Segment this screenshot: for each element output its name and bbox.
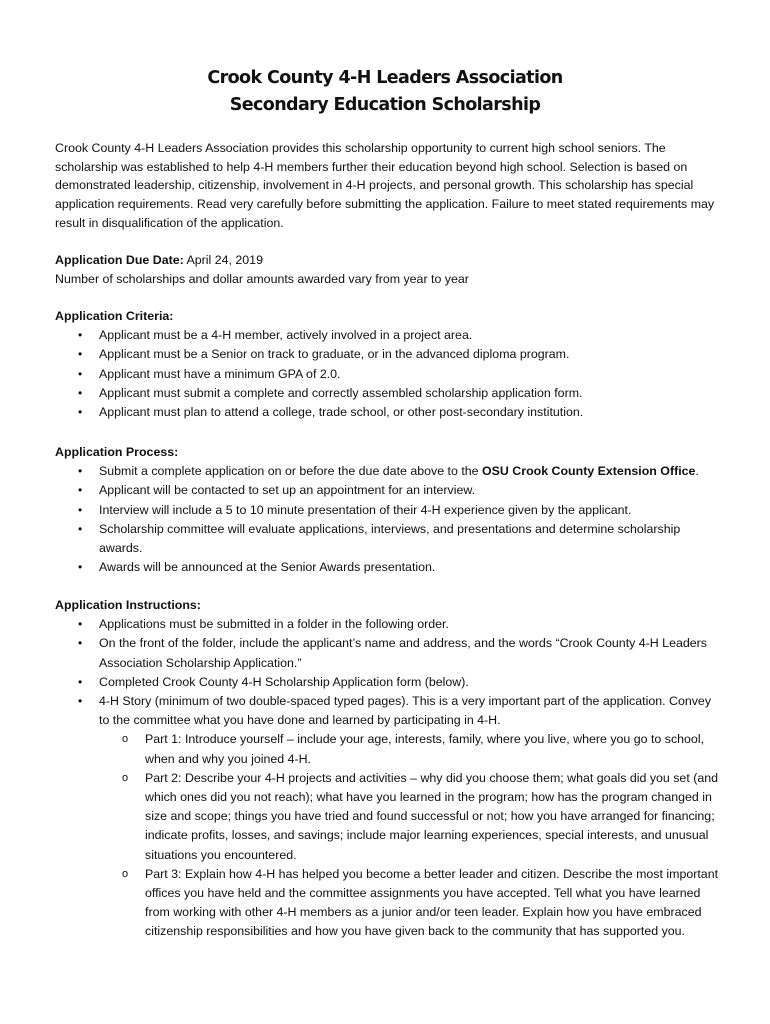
extension-office-name: OSU Crook County Extension Office: [482, 464, 696, 479]
list-item: • Applicant must be a Senior on track to graduate, or in the advanced diploma program.: [55, 345, 720, 364]
list-item: [55, 462, 720, 481]
sub-list-item: o Part 2: Describe your 4-H projects and activities – why did you choose them; what goals did you set (and which ones did you not reach); what have you learned in the program; how has the program changed in size and scope; things you have tried and found successful or not; how you have arranged for financing; indicate profits, losses, and savings; include major learning experiences, special interests, and unusual situations you encountered.: [99, 769, 720, 865]
process-item-text: Submit a complete application on or before the due date above to the: [99, 464, 482, 479]
sub-list-item: o Part 3: Explain how 4-H has helped you become a better leader and citizen. Describe the most important offices you have held and the committee assignments you have accepted. Tell what you have learned from working with other 4-H members as a junior and/or teen leader. Explain how you have embraced citizenship responsibilities and how you have given back to the community that has supported you.: [99, 865, 720, 942]
instructions-heading: Application Instructions:: [55, 598, 201, 612]
criteria-section: [55, 307, 720, 422]
sub-list-item: o Part 1: Introduce yourself – include your age, interests, family, where you live, where you go to school, when and why you joined 4-H.: [99, 730, 720, 768]
list-item: • Applicant must submit a complete and correctly assembled scholarship application form.: [55, 384, 720, 403]
intro-paragraph: Crook County 4-H Leaders Association provides this scholarship opportunity to current high school seniors. The scholarship was established to help 4-H members further their education beyond high school. Selection is based on demonstrated leadership, citizenship, involvement in 4-H projects, and personal growth. This scholarship has special application requirements. Read very carefully before submitting the application. Failure to meet stated requirements may result in disqualification of the application.: [55, 141, 715, 230]
list-item: • Interview will include a 5 to 10 minute presentation of their 4-H experience given by the applicant.: [55, 501, 720, 520]
process-section: [55, 443, 720, 577]
list-item: • Applications must be submitted in a folder in the following order.: [55, 615, 720, 634]
due-date-line: [55, 251, 720, 270]
scholarship-note: Number of scholarships and dollar amounts awarded vary from year to year: [55, 271, 469, 286]
due-date-block: [55, 251, 720, 288]
process-item-end: .: [695, 464, 699, 479]
story-parts-list: [99, 730, 720, 941]
document-title: Crook County 4-H Leaders Association: [207, 68, 563, 88]
instructions-section: [55, 596, 720, 942]
process-list: [55, 462, 720, 577]
criteria-list: [55, 326, 720, 422]
story-item-text: 4-H Story (minimum of two double-spaced typed pages). This is a very important part of the application. Convey to the committee what you have done and learned by participating in 4-H.: [99, 694, 712, 728]
list-item: • Scholarship committee will evaluate applications, interviews, and presentations and determine scholarship awards.: [55, 520, 720, 558]
list-item: • Awards will be announced at the Senior Awards presentation.: [55, 558, 720, 577]
list-item: • On the front of the folder, include the applicant’s name and address, and the words “Crook County 4-H Leaders Association Scholarship Application.”: [55, 634, 720, 672]
due-date-label: Application Due Date:: [55, 253, 184, 267]
criteria-heading: Application Criteria:: [55, 309, 174, 323]
process-heading: Application Process:: [55, 445, 179, 459]
list-item: • Applicant will be contacted to set up an appointment for an interview.: [55, 481, 720, 500]
list-item: • Applicant must have a minimum GPA of 2.0.: [55, 365, 720, 384]
list-item: [55, 692, 720, 942]
list-item: • Applicant must plan to attend a college, trade school, or other post-secondary institution.: [55, 403, 720, 422]
document-subtitle: Secondary Education Scholarship: [229, 95, 541, 115]
due-date-value: April 24, 2019: [186, 253, 263, 267]
list-item: • Completed Crook County 4-H Scholarship Application form (below).: [55, 673, 720, 692]
instructions-list: [55, 615, 720, 941]
list-item: • Applicant must be a 4-H member, actively involved in a project area.: [55, 326, 720, 345]
